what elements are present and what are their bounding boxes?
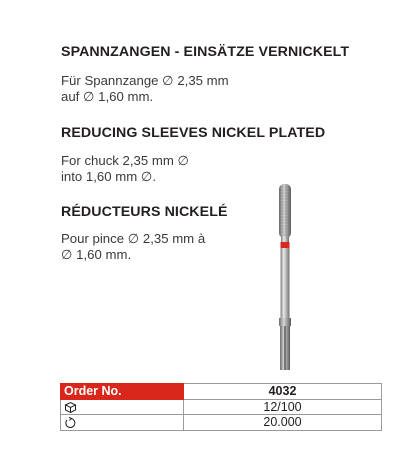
order-number-value: 4032	[184, 384, 382, 400]
description-de-line-1: Für Spannzange ∅ 2,35 mm	[61, 73, 229, 88]
reducing-sleeve-image	[270, 316, 300, 372]
description-en-line-1: For chuck 2,35 mm ∅	[61, 153, 190, 168]
diamond-bur-image	[270, 180, 300, 320]
rotation-icon	[64, 417, 77, 429]
description-en	[61, 153, 189, 185]
package-row	[61, 399, 382, 415]
description-en-line-2: into 1,60 mm ∅.	[61, 169, 157, 184]
description-fr	[61, 231, 205, 263]
heading-de: SPANNZANGEN - EINSÄTZE VERNICKELT	[61, 44, 350, 60]
rpm-row	[61, 415, 382, 431]
order-number-label: Order No.	[61, 384, 184, 400]
heading-fr: RÉDUCTEURS NICKELÉ	[61, 204, 228, 220]
description-de-line-2: auf ∅ 1,60 mm.	[61, 89, 154, 104]
heading-en: REDUCING SLEEVES NICKEL PLATED	[61, 125, 326, 141]
description-de	[61, 73, 229, 105]
rpm-value: 20.000	[184, 415, 382, 431]
description-fr-line-1: Pour pince ∅ 2,35 mm à	[61, 231, 206, 246]
order-row	[61, 384, 382, 400]
order-spec-table	[60, 383, 382, 431]
package-box-icon	[64, 401, 77, 413]
package-quantity-value: 12/100	[184, 399, 382, 415]
description-fr-line-2: ∅ 1,60 mm.	[61, 247, 132, 262]
